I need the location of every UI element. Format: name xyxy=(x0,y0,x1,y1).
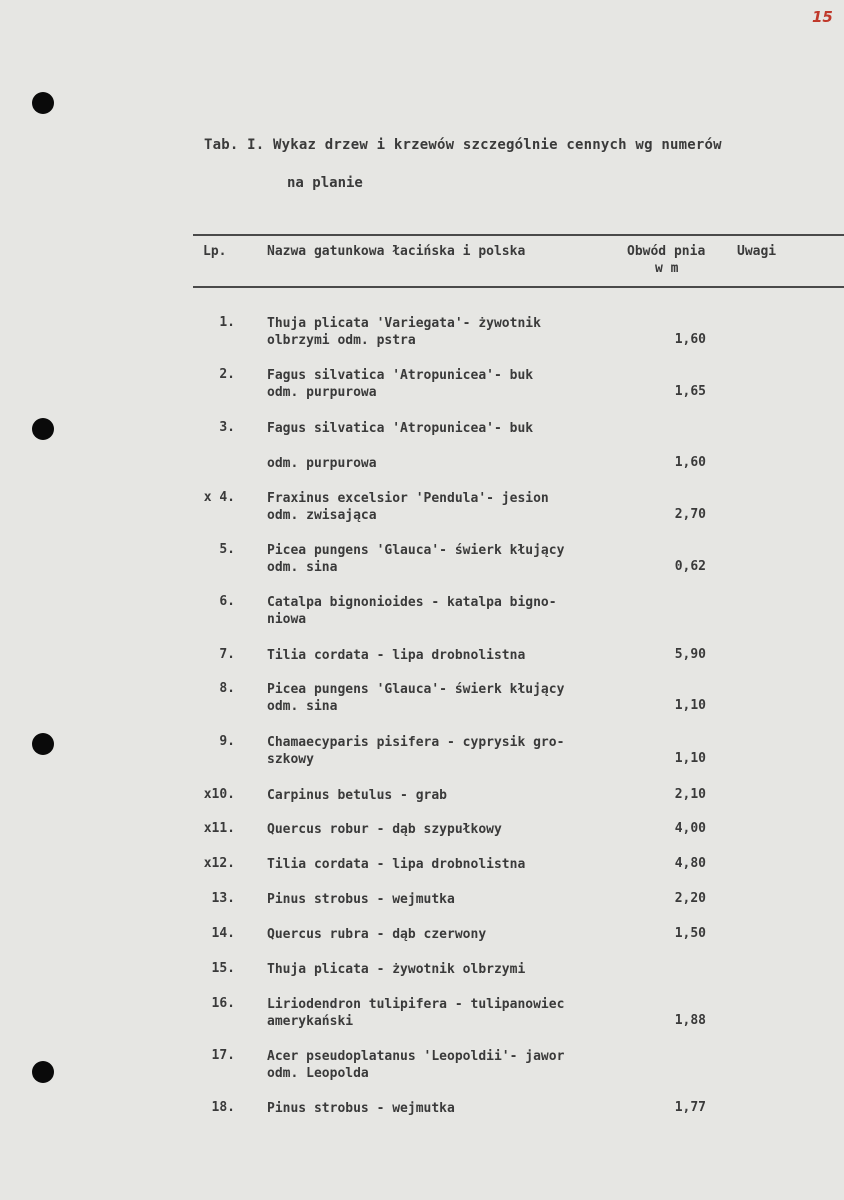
species-name: Catalpa bignonioides - katalpa bigno- niowa xyxy=(267,595,557,627)
header-obwod: Obwód pnia xyxy=(627,244,706,259)
table-row xyxy=(0,542,844,578)
trunk-circumference: 2,10 xyxy=(674,787,706,802)
species-name: Fraxinus excelsior 'Pendula'- jesion odm. zwisająca xyxy=(267,491,549,523)
species-name: Thuja plicata - żywotnik olbrzymi xyxy=(267,962,526,977)
row-number: 1. xyxy=(219,315,235,330)
row-number: 7. xyxy=(219,647,235,662)
row-number: 14. xyxy=(211,926,235,941)
table-row xyxy=(0,1100,844,1136)
header-lp: Lp. xyxy=(203,244,227,259)
row-number: 9. xyxy=(219,734,235,749)
species-name: Liriodendron tulipifera - tulipanowiec amerykański xyxy=(267,997,565,1029)
trunk-circumference: 1,10 xyxy=(674,751,706,766)
page-number: 15 xyxy=(812,8,833,26)
table-row xyxy=(0,926,844,962)
header-obwod-unit: w m xyxy=(655,261,679,276)
row-number: 16. xyxy=(211,996,235,1011)
table-row xyxy=(0,367,844,403)
table-row xyxy=(0,455,844,491)
trunk-circumference: 1,60 xyxy=(674,455,706,470)
row-number: 15. xyxy=(211,961,235,976)
row-number: 13. xyxy=(211,891,235,906)
table-row xyxy=(0,594,844,630)
table-title: Tab. I. Wykaz drzew i krzewów szczególnie cennych wg numerów xyxy=(204,137,722,153)
row-number: 17. xyxy=(211,1048,235,1063)
species-name: Fagus silvatica 'Atropunicea'- buk odm. purpurowa xyxy=(267,368,534,400)
trunk-circumference: 1,65 xyxy=(674,384,706,399)
species-name: Tilia cordata - lipa drobnolistna xyxy=(267,648,526,663)
trunk-circumference: 1,10 xyxy=(674,698,706,713)
row-number: 3. xyxy=(219,420,235,435)
species-name: Picea pungens 'Glauca'- świerk kłujący odm. sina xyxy=(267,682,565,714)
species-name: Quercus robur - dąb szypułkowy xyxy=(267,822,502,837)
table-row xyxy=(0,891,844,927)
table-title-continuation: na planie xyxy=(287,175,363,191)
species-name: Pinus strobus - wejmutka xyxy=(267,1101,455,1116)
trunk-circumference: 1,50 xyxy=(674,926,706,941)
row-number: x11. xyxy=(203,821,235,836)
species-name: Quercus rubra - dąb czerwony xyxy=(267,927,487,942)
table-row xyxy=(0,647,844,683)
trunk-circumference: 2,20 xyxy=(674,891,706,906)
species-name: odm. purpurowa xyxy=(267,456,377,471)
row-number: 2. xyxy=(219,367,235,382)
trunk-circumference: 4,00 xyxy=(674,821,706,836)
row-number: 18. xyxy=(211,1100,235,1115)
trunk-circumference: 0,62 xyxy=(674,559,706,574)
species-name: Picea pungens 'Glauca'- świerk kłujący odm. sina xyxy=(267,543,565,575)
species-name: Pinus strobus - wejmutka xyxy=(267,892,455,907)
trunk-circumference: 1,77 xyxy=(674,1100,706,1115)
header-uwagi: Uwagi xyxy=(737,244,777,259)
trunk-circumference: 1,60 xyxy=(674,332,706,347)
species-name: Carpinus betulus - grab xyxy=(267,788,448,803)
table-row xyxy=(0,490,844,526)
species-name: Fagus silvatica 'Atropunicea'- buk xyxy=(267,421,534,436)
species-name: Tilia cordata - lipa drobnolistna xyxy=(267,857,526,872)
row-number: 5. xyxy=(219,542,235,557)
species-name: Acer pseudoplatanus 'Leopoldii'- jawor odm. Leopolda xyxy=(267,1049,565,1081)
table-row xyxy=(0,961,844,997)
header-name: Nazwa gatunkowa łacińska i polska xyxy=(267,244,526,259)
table-row xyxy=(0,787,844,823)
header-top-rule xyxy=(193,234,844,236)
table-row xyxy=(0,420,844,456)
table-row xyxy=(0,315,844,351)
row-number: 6. xyxy=(219,594,235,609)
trunk-circumference: 5,90 xyxy=(674,647,706,662)
trunk-circumference: 1,88 xyxy=(674,1013,706,1028)
table-row xyxy=(0,821,844,857)
row-number: x12. xyxy=(203,856,235,871)
table-row xyxy=(0,996,844,1032)
binder-hole xyxy=(32,92,54,114)
row-number: x 4. xyxy=(203,490,235,505)
row-number: 8. xyxy=(219,681,235,696)
species-name: Thuja plicata 'Variegata'- żywotnik olbrzymi odm. pstra xyxy=(267,316,541,348)
trunk-circumference: 2,70 xyxy=(674,507,706,522)
table-row xyxy=(0,734,844,770)
species-name: Chamaecyparis pisifera - cyprysik gro- szkowy xyxy=(267,735,565,767)
table-row xyxy=(0,856,844,892)
row-number: x10. xyxy=(203,787,235,802)
table-row xyxy=(0,681,844,717)
trunk-circumference: 4,80 xyxy=(674,856,706,871)
header-bottom-rule xyxy=(193,286,844,288)
table-row xyxy=(0,1048,844,1084)
